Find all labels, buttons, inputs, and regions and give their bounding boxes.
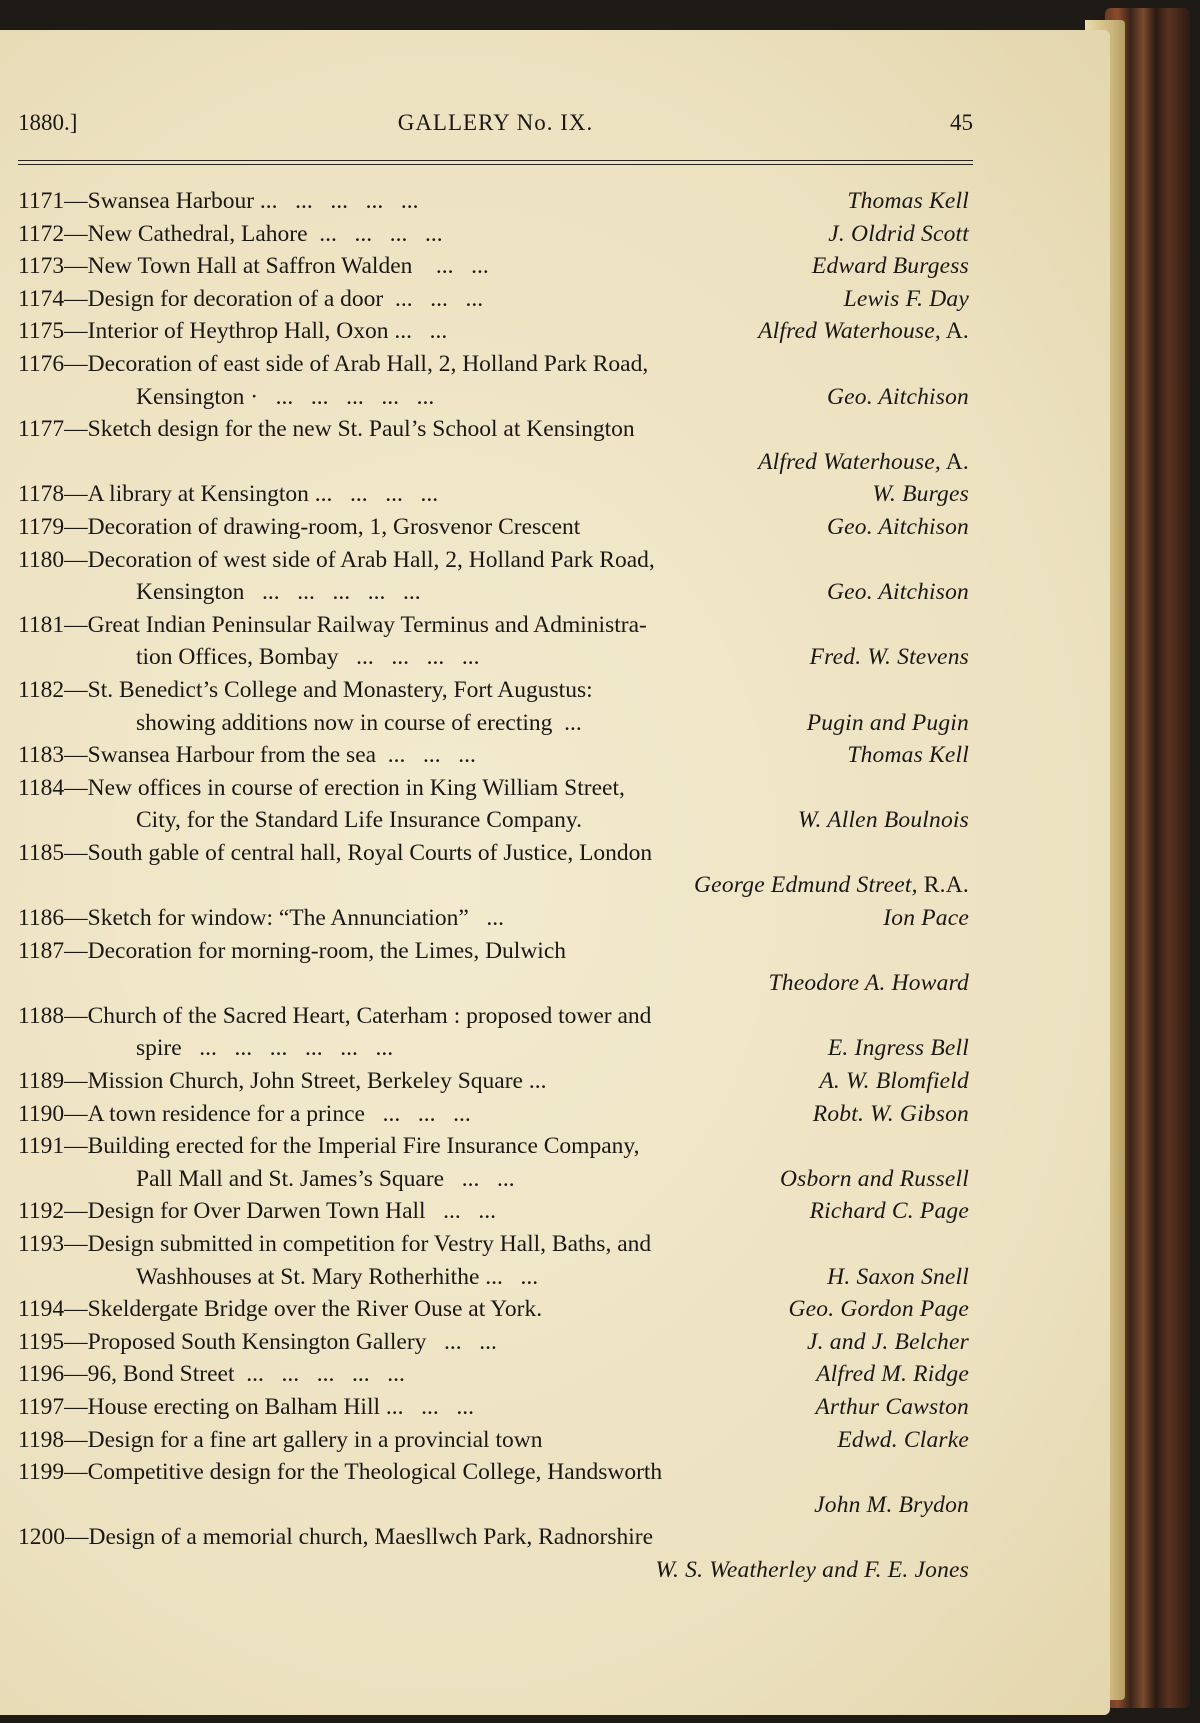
artist-name-text: A. W. Blomfield (819, 1068, 969, 1095)
artist-name (827, 511, 969, 544)
entry-text: 1191—Building erected for the Imperial Fire Insurance Company, (18, 1133, 640, 1160)
artist-title-suffix: R.A. (917, 872, 969, 899)
artist-title-suffix: A. (940, 448, 969, 475)
artist-name-text: H. Saxon Snell (827, 1263, 969, 1290)
artist-name-text: Alfred Waterhouse, (758, 318, 941, 345)
catalogue-line (18, 1228, 973, 1261)
entry-text: 1176—Decoration of east side of Arab Hall, 2, Holland Park Road, (18, 350, 649, 377)
entry-text: 1199—Competitive design for the Theological College, Handsworth (18, 1459, 663, 1486)
entry-text: 1178—A library at Kensington ... ... ... ... (18, 481, 439, 508)
catalogue-line (18, 283, 973, 316)
artist-name (812, 250, 969, 283)
artist-name (847, 739, 969, 772)
catalogue-line (18, 674, 973, 707)
entry-text: City, for the Standard Life Insurance Company. (136, 807, 582, 834)
entry-text: 1197—House erecting on Balham Hill ... ... ... (18, 1393, 475, 1420)
entry-text: 1171—Swansea Harbour ... ... ... ... ... (18, 188, 419, 214)
catalogue-line (18, 381, 973, 414)
entry-text: 1182—St. Benedict’s College and Monastery, Fort Augustus: (18, 676, 593, 703)
catalogue-line (18, 1521, 973, 1554)
entry-text: 1187—Decoration for morning-room, the Limes, Dulwich (18, 937, 566, 964)
book-page (0, 30, 1110, 1715)
page-number: 45 (950, 110, 973, 135)
artist-name-text: Pugin and Pugin (806, 709, 969, 736)
artist-name-text: Alfred M. Ridge (816, 1361, 969, 1388)
entry-text: Kensington · ... ... ... ... ... (136, 383, 435, 410)
artist-name-text: E. Ingress Bell (827, 1035, 969, 1062)
artist-name (813, 1098, 969, 1131)
artist-name (837, 1424, 969, 1457)
running-head (18, 110, 973, 150)
entry-text: 1183—Swansea Harbour from the sea ... ... ... (18, 742, 476, 769)
artist-name (780, 1163, 969, 1196)
catalogue-line (18, 478, 973, 511)
entry-text: 1198—Design for a fine art gallery in a provincial town (18, 1426, 543, 1453)
entry-text: 1186—Sketch for window: “The Annunciation” ... (18, 905, 505, 932)
artist-name (807, 1326, 969, 1359)
entry-text: Washhouses at St. Mary Rotherhithe ... ... (136, 1263, 539, 1290)
artist-name (810, 641, 969, 674)
entry-text: 1180—Decoration of west side of Arab Hall, 2, Holland Park Road, (18, 546, 655, 573)
catalogue-line (18, 348, 973, 381)
catalogue-line (18, 1424, 973, 1457)
catalogue-line (18, 1000, 973, 1033)
catalogue-line (18, 250, 973, 283)
artist-name (815, 1391, 969, 1424)
catalogue-line (18, 185, 973, 218)
header-rule-thin (18, 164, 973, 165)
catalogue-line (18, 1456, 973, 1489)
entry-text: 1192—Design for Over Darwen Town Hall ... ... (18, 1198, 497, 1225)
catalogue-line (18, 935, 973, 968)
artist-name (655, 1554, 969, 1587)
entry-text: 1173—New Town Hall at Saffron Walden ... ... (18, 253, 489, 280)
artist-name-text: Thomas Kell (847, 742, 969, 769)
entry-text: 1196—96, Bond Street ... ... ... ... ... (18, 1361, 405, 1388)
header-year: 1880.] (18, 110, 78, 135)
artist-name-text: J. Oldrid Scott (828, 220, 969, 247)
catalogue-line (18, 1032, 973, 1065)
artist-name (872, 478, 969, 511)
catalogue-line (18, 609, 973, 642)
entry-text: 1193—Design submitted in competition for Vestry Hall, Baths, and (18, 1231, 652, 1257)
entry-text: 1181—Great Indian Peninsular Railway Terminus and Administra- (18, 611, 647, 638)
catalogue-line (18, 1554, 973, 1587)
catalogue-line (18, 1489, 973, 1522)
entry-text: 1177—Sketch design for the new St. Paul’s School at Kensington (18, 416, 635, 443)
catalogue-line (18, 1326, 973, 1359)
artist-name (758, 315, 969, 348)
artist-name (788, 1293, 969, 1326)
catalogue-line (18, 1391, 973, 1424)
catalogue-line (18, 544, 973, 577)
entry-text: 1200—Design of a memorial church, Maesllwch Park, Radnorshire (18, 1524, 653, 1551)
catalogue-line (18, 511, 973, 544)
artist-name-text: Theodore A. Howard (768, 970, 969, 997)
entry-text: 1185—South gable of central hall, Royal Courts of Justice, London (18, 839, 653, 866)
artist-name (828, 218, 969, 251)
entry-text: 1174—Design for decoration of a door ... ... ... (18, 285, 484, 312)
entry-text: Kensington ... ... ... ... ... (136, 579, 421, 606)
header-title: GALLERY No. IX. (397, 110, 594, 135)
artist-name (819, 1065, 969, 1098)
artist-name (816, 1358, 969, 1391)
catalogue-line (18, 413, 973, 446)
artist-name-text: George Edmund Street, (694, 872, 918, 899)
catalogue-line (18, 967, 973, 1000)
artist-title-suffix: A. (940, 318, 969, 345)
header-rule (18, 160, 973, 161)
entry-text: showing additions now in course of erecting ... (136, 709, 582, 736)
catalogue-line (18, 837, 973, 870)
catalogue-line (18, 1293, 973, 1326)
catalogue-line (18, 641, 973, 674)
artist-name (768, 967, 969, 1000)
artist-name (798, 804, 969, 837)
artist-name (814, 1489, 969, 1522)
artist-name-text: Geo. Gordon Page (788, 1296, 969, 1323)
catalogue-line (18, 576, 973, 609)
entry-text: 1172—New Cathedral, Lahore ... ... ... ... (18, 220, 443, 247)
artist-name-text: W. S. Weatherley and F. E. Jones (655, 1556, 969, 1583)
catalogue-line (18, 772, 973, 805)
entry-text: spire ... ... ... ... ... ... (136, 1035, 394, 1062)
artist-name-text: J. and J. Belcher (807, 1328, 969, 1355)
catalogue-line (18, 739, 973, 772)
artist-name-text: W. Allen Boulnois (797, 807, 969, 834)
artist-name (807, 707, 969, 740)
catalogue-line (18, 446, 973, 479)
entry-text: 1188—Church of the Sacred Heart, Caterham : proposed tower and (18, 1002, 652, 1029)
artist-name-text: Robt. W. Gibson (812, 1100, 969, 1127)
catalogue-line (18, 1163, 973, 1196)
artist-name-text: Osborn and Russell (780, 1165, 969, 1192)
artist-name (827, 576, 969, 609)
artist-name (883, 902, 969, 935)
catalogue-line (18, 1261, 973, 1294)
artist-name-text: Geo. Aitchison (826, 579, 969, 606)
catalogue-line (18, 1358, 973, 1391)
artist-name (847, 185, 969, 218)
artist-name-text: Fred. W. Stevens (809, 644, 969, 671)
catalogue-line (18, 707, 973, 740)
catalogue-line (18, 804, 973, 837)
catalogue-line (18, 1065, 973, 1098)
artist-name (758, 446, 969, 479)
artist-name-text: Arthur Cawston (815, 1393, 969, 1420)
entry-text: tion Offices, Bombay ... ... ... ... (136, 644, 480, 671)
catalogue-line (18, 218, 973, 251)
catalogue-entries (18, 185, 973, 1587)
artist-name (694, 869, 969, 902)
entry-text: 1184—New offices in course of erection in King William Street, (18, 774, 625, 801)
catalogue-line (18, 1195, 973, 1228)
artist-name (827, 1261, 969, 1294)
entry-text: 1189—Mission Church, John Street, Berkeley Square ... (18, 1068, 547, 1095)
artist-name (844, 283, 969, 316)
artist-name (810, 1195, 969, 1228)
entry-text: 1179—Decoration of drawing-room, 1, Grosvenor Crescent (18, 513, 581, 540)
entry-text: 1195—Proposed South Kensington Gallery ... ... (18, 1328, 497, 1355)
artist-name-text: Richard C. Page (809, 1198, 969, 1225)
entry-text: 1175—Interior of Heythrop Hall, Oxon ... ... (18, 318, 448, 345)
catalogue-line (18, 315, 973, 348)
catalogue-line (18, 1130, 973, 1163)
artist-name (827, 381, 969, 414)
artist-name-text: Geo. Aitchison (826, 513, 969, 540)
artist-name-text: Alfred Waterhouse, (758, 448, 941, 475)
artist-name-text: Lewis F. Day (843, 285, 969, 312)
artist-name-text: Edward Burgess (811, 253, 969, 280)
catalogue-line (18, 869, 973, 902)
artist-name-text: John M. Brydon (814, 1491, 969, 1518)
entry-text: 1194—Skeldergate Bridge over the River Ouse at York. (18, 1296, 543, 1323)
artist-name-text: Edwd. Clarke (837, 1426, 969, 1453)
entry-text: Pall Mall and St. James’s Square ... ... (136, 1165, 515, 1192)
artist-name-text: W. Burges (872, 481, 969, 508)
artist-name-text: Ion Pace (883, 905, 969, 932)
catalogue-line (18, 1098, 973, 1131)
entry-text: 1190—A town residence for a prince ... ... ... (18, 1100, 471, 1127)
catalogue-line (18, 902, 973, 935)
artist-name-text: Thomas Kell (847, 188, 969, 214)
artist-name (828, 1032, 969, 1065)
artist-name-text: Geo. Aitchison (826, 383, 969, 410)
